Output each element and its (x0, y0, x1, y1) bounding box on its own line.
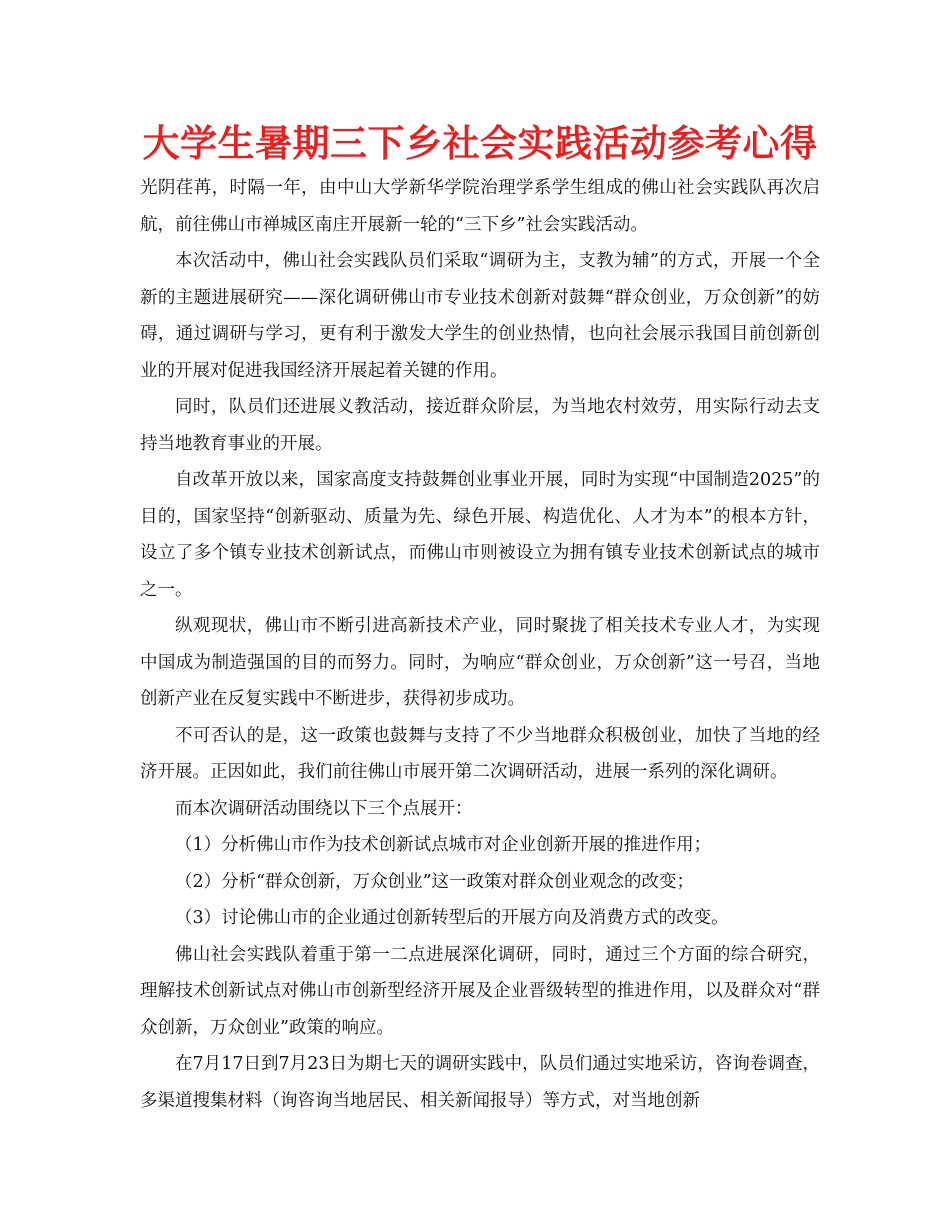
paragraph-9: 在7月17日到7月23日为期七天的调研实践中，队员们通过实地采访，咨询卷调查，多渠道搜集材料（询咨询当地居民、相关新闻报导）等方式，对当地创新 (140, 1054, 820, 1111)
paragraph-2: 本次活动中，佛山社会实践队员们采取“调研为主，支教为辅”的方式，开展一个全新的主题进展研究——深化调研佛山市专业技术创新对鼓舞“群众创业，万众创新”的妨碍，通过调研与学习，更有利于激发大学生的创业热情，也向社会展示我国目前创新创业的开展对促进我国经济开展起着关键的作用。 (140, 251, 820, 381)
paragraph-5: 纵观现状，佛山市不断引进高新技术产业，同时聚拢了相关技术专业人才，为实现中国成为制造强国的目的而努力。同时，为响应“群众创业，万众创新”这一号召，当地创新产业在反复实践中不断进步，获得初步成功。 (140, 616, 820, 709)
paragraph-3: 同时，队员们还进展义教活动，接近群众阶层，为当地农村效劳，用实际行动去支持当地教育事业的开展。 (140, 397, 820, 454)
document-body (140, 170, 820, 1119)
list-item-1: （1）分析佛山市作为技术创新试点城市对企业创新开展的推进作用； (175, 835, 712, 855)
document-page (140, 118, 820, 1119)
list-item-3: （3）讨论佛山市的企业通过创新转型后的开展方向及消费方式的改变。 (175, 908, 729, 928)
list-item-2: （2）分析“群众创新，万众创业”这一政策对群众创业观念的改变； (175, 871, 695, 892)
document-title: 大学生暑期三下乡社会实践活动参考心得 (142, 122, 818, 165)
paragraph-1: 光阴荏苒，时隔一年，由中山大学新华学院治理学系学生组成的佛山社会实践队再次启航，前往佛山市禅城区南庄开展新一轮的“三下乡”社会实践活动。 (140, 178, 820, 235)
paragraph-7: 而本次调研活动围绕以下三个点展开： (175, 798, 473, 819)
paragraph-6: 不可否认的是，这一政策也鼓舞与支持了不少当地群众积极创业，加快了当地的经济开展。正因如此，我们前往佛山市展开第二次调研活动，进展一系列的深化调研。 (140, 725, 820, 782)
paragraph-8: 佛山社会实践队着重于第一二点进展深化调研，同时，通过三个方面的综合研究，理解技术创新试点对佛山市创新型经济开展及企业晋级转型的推进作用，以及群众对“群众创新，万众创业”政策的响应。 (140, 944, 820, 1038)
paragraph-4: 自改革开放以来，国家高度支持鼓舞创业事业开展，同时为实现“中国制造2025”的目的，国家坚持“创新驱动、质量为先、绿色开展、构造优化、人才为本”的根本方针，设立了多个镇专业技术创新试点，而佛山市则被设立为拥有镇专业技术创新试点的城市之一。 (140, 470, 820, 600)
